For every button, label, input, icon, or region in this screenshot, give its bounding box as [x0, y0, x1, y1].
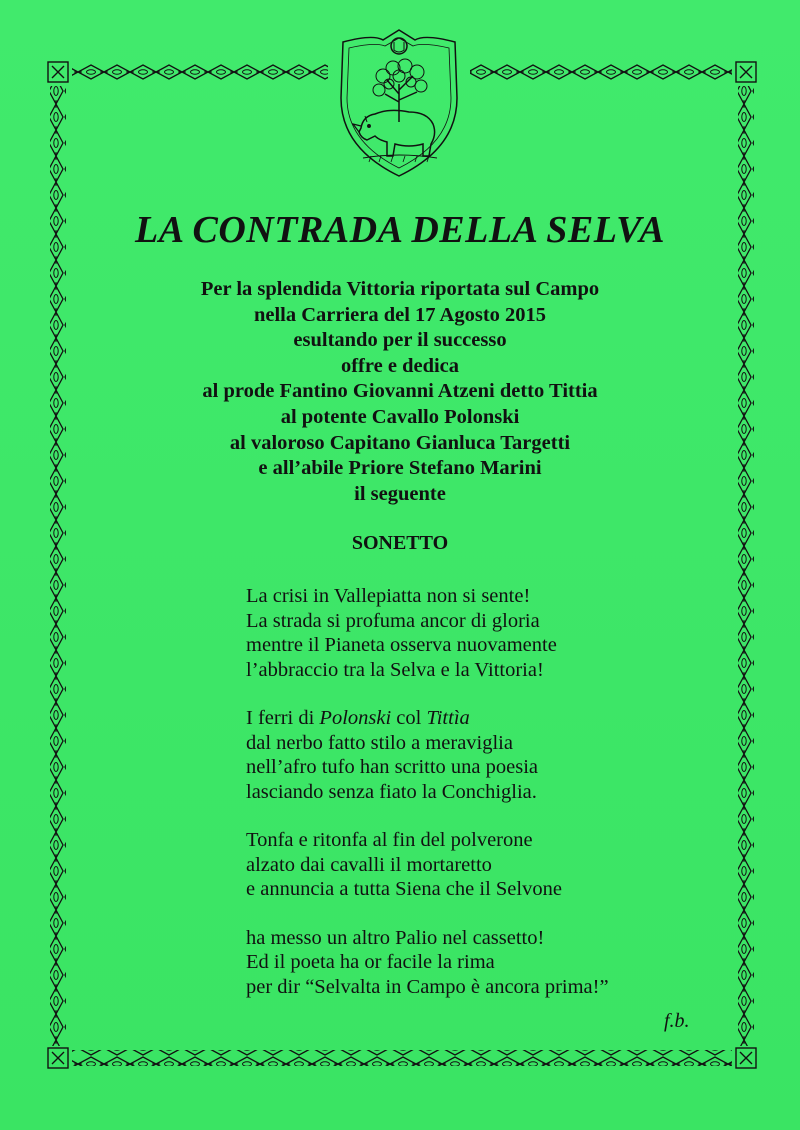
rhinoceros-oak-coat-of-arms-icon [333, 28, 465, 180]
dedication-line: e all’abile Priore Stefano Marini [258, 457, 542, 480]
horse-name: Polonski [319, 707, 392, 729]
poem-line: lasciando senza fiato la Conchiglia. [246, 780, 537, 803]
sonnet-poem [246, 584, 726, 1023]
jockey-name: Tittìa [426, 707, 470, 729]
poem-line: e annuncia a tutta Siena che il Selvone [246, 878, 562, 900]
stanza-1 [246, 584, 726, 682]
poem-line: dal nerbo fatto stilo a meraviglia [246, 731, 513, 754]
dedication-line: esultando per il successo [293, 329, 507, 352]
poem-line: Ed il poeta ha or facile la rima [246, 951, 495, 973]
signature: f.b. [664, 1010, 690, 1032]
stanza-2 [246, 706, 726, 804]
poem-line: La strada si profuma ancor di gloria [246, 609, 540, 632]
poem-line: mentre il Pianeta osserva nuovamente [246, 634, 557, 656]
dedication-block [0, 277, 800, 507]
poem-line: La crisi in Vallepiatta non si sente! [246, 585, 531, 607]
dedication-line: nella Carriera del 17 Agosto 2015 [253, 303, 547, 326]
dedication-line: il seguente [354, 482, 446, 505]
poem-line: Tonfa e ritonfa al fin del polverone [246, 829, 533, 851]
stanza-4 [246, 926, 726, 1000]
poem-line: per dir “Selvalta in Campo è ancora prima!” [246, 975, 609, 998]
poem-line: alzato dai cavalli il mortaretto [246, 853, 492, 876]
poem-line: l’abbraccio tra la Selva e la Vittoria! [246, 658, 544, 681]
stanza-3 [246, 828, 726, 902]
page-title: LA CONTRADA DELLA SELVA [135, 209, 665, 251]
dedication-line: Per la splendida Vittoria riportata sul Campo [200, 278, 600, 300]
poem-line [246, 706, 726, 731]
dedication-line: al prode Fantino Giovanni Atzeni detto Tittia [202, 380, 598, 403]
sonnet-heading: SONETTO [351, 532, 449, 554]
dedication-line: al valoroso Capitano Gianluca Targetti [229, 431, 571, 454]
poem-text: col [391, 707, 427, 729]
poem-text: I ferri di [246, 707, 320, 729]
poem-line: ha messo un altro Palio nel cassetto! [246, 926, 545, 949]
poem-line: nell’afro tufo han scritto una poesia [246, 756, 539, 778]
dedication-line: al potente Cavallo Polonski [280, 405, 520, 428]
dedication-line: offre e dedica [340, 354, 460, 377]
